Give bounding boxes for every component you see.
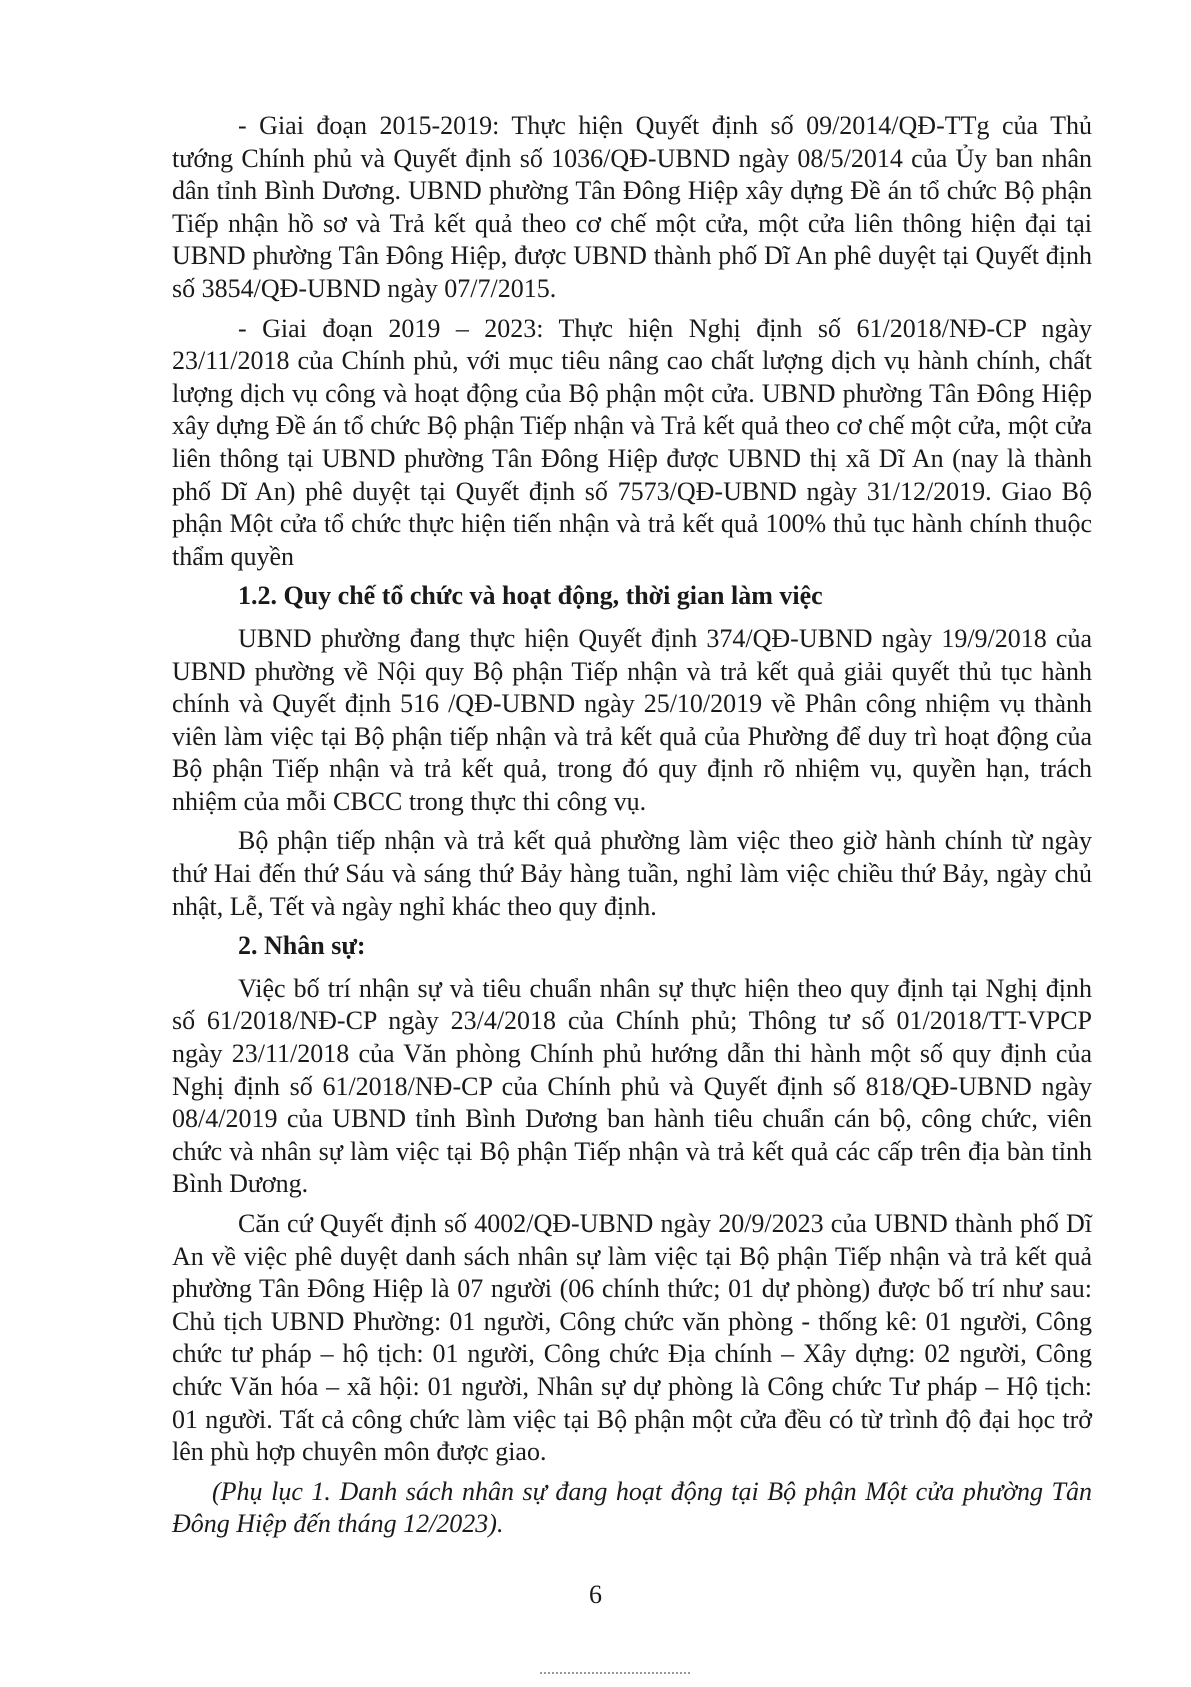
paragraph-phase-2019-2023: - Giai đoạn 2019 – 2023: Thực hiện Nghị định số 61/2018/NĐ-CP ngày 23/11/2018 của Chính phủ, với mục tiêu nâng cao chất lượng dịch vụ hành chính, chất lượng dịch vụ công và hoạt động của Bộ phận một cửa. UBND phường Tân Đông Hiệp xây dựng Đề án tổ chức Bộ phận Tiếp nhận và Trả kết quả theo cơ chế một cửa, một cửa liên thông tại UBND phường Tân Đông Hiệp được UBND thị xã Dĩ An (nay là thành phố Dĩ An) phê duyệt tại Quyết định số 7573/QĐ-UBND ngày 31/12/2019. Giao Bộ phận Một cửa tổ chức thực hiện tiến nhận và trả kết quả 100% thủ tục hành chính thuộc thẩm quyền [172, 313, 1092, 571]
appendix-note: (Phụ lục 1. Danh sách nhân sự đang hoạt động tại Bộ phận Một cửa phường Tân Đông Hiệp đến tháng 12/2023). [172, 1476, 1092, 1539]
bottom-divider [540, 1672, 690, 1676]
paragraph-working-hours: Bộ phận tiếp nhận và trả kết quả phường làm việc theo giờ hành chính từ ngày thứ Hai đến thứ Sáu và sáng thứ Bảy hàng tuần, nghỉ làm việc chiều thứ Bảy, ngày chủ nhật, Lễ, Tết và ngày nghỉ khác theo quy định. [172, 826, 1092, 921]
paragraph-personnel-list: Căn cứ Quyết định số 4002/QĐ-UBND ngày 20/9/2023 của UBND thành phố Dĩ An về việc phê duyệt danh sách nhân sự làm việc tại Bộ phận Tiếp nhận và trả kết quả phường Tân Đông Hiệp là 07 người (06 chính thức; 01 dự phòng) được bố trí như sau: Chủ tịch UBND Phường: 01 người, Công chức văn phòng - thống kê: 01 người, Công chức tư pháp – hộ tịch: 01 người, Công chức Địa chính – Xây dựng: 02 người, Công chức Văn hóa – xã hội: 01 người, Nhân sự dự phòng là Công chức Tư pháp – Hộ tịch: 01 người. Tất cả công chức làm việc tại Bộ phận một cửa đều có từ trình độ đại học trở lên phù hợp chuyên môn được giao. [172, 1209, 1092, 1467]
heading-section-2: 2. Nhân sự: [238, 931, 366, 961]
paragraph-personnel-standards: Việc bố trí nhận sự và tiêu chuẩn nhân sự thực hiện theo quy định tại Nghị định số 61/2018/NĐ-CP ngày 23/4/2018 của Chính phủ; Thông tư số 01/2018/TT-VPCP ngày 23/11/2018 của Văn phòng Chính phủ hướng dẫn thi hành một số quy định của Nghị định số 61/2018/NĐ-CP của Chính phủ và Quyết định số 818/QĐ-UBND ngày 08/4/2019 của UBND tỉnh Bình Dương ban hành tiêu chuẩn cán bộ, công chức, viên chức và nhân sự làm việc tại Bộ phận Tiếp nhận và trả kết quả các cấp trên địa bàn tỉnh Bình Dương. [172, 973, 1092, 1199]
paragraph-phase-2015-2019: - Giai đoạn 2015-2019: Thực hiện Quyết định số 09/2014/QĐ-TTg của Thủ tướng Chính phủ và Quyết định số 1036/QĐ-UBND ngày 08/5/2014 của Ủy ban nhân dân tỉnh Bình Dương. UBND phường Tân Đông Hiệp xây dựng Đề án tổ chức Bộ phận Tiếp nhận hồ sơ và Trả kết quả theo cơ chế một cửa, một cửa liên thông hiện đại tại UBND phường Tân Đông Hiệp, được UBND thành phố Dĩ An phê duyệt tại Quyết định số 3854/QĐ-UBND ngày 07/7/2015. [172, 111, 1092, 303]
document-body [172, 110, 1092, 1541]
page-number: 6 [589, 1580, 602, 1609]
heading-section-1-2: 1.2. Quy chế tổ chức và hoạt động, thời gian làm việc [238, 581, 823, 611]
paragraph-regulations: UBND phường đang thực hiện Quyết định 374/QĐ-UBND ngày 19/9/2018 của UBND phường về Nội quy Bộ phận Tiếp nhận và trả kết quả giải quyết thủ tục hành chính và Quyết định 516 /QĐ-UBND ngày 25/10/2019 về Phân công nhiệm vụ thành viên làm việc tại Bộ phận tiếp nhận và trả kết quả của Phường để duy trì hoạt động của Bộ phận Tiếp nhận và trả kết quả, trong đó quy định rõ nhiệm vụ, quyền hạn, trách nhiệm của mỗi CBCC trong thực thi công vụ. [172, 623, 1092, 816]
